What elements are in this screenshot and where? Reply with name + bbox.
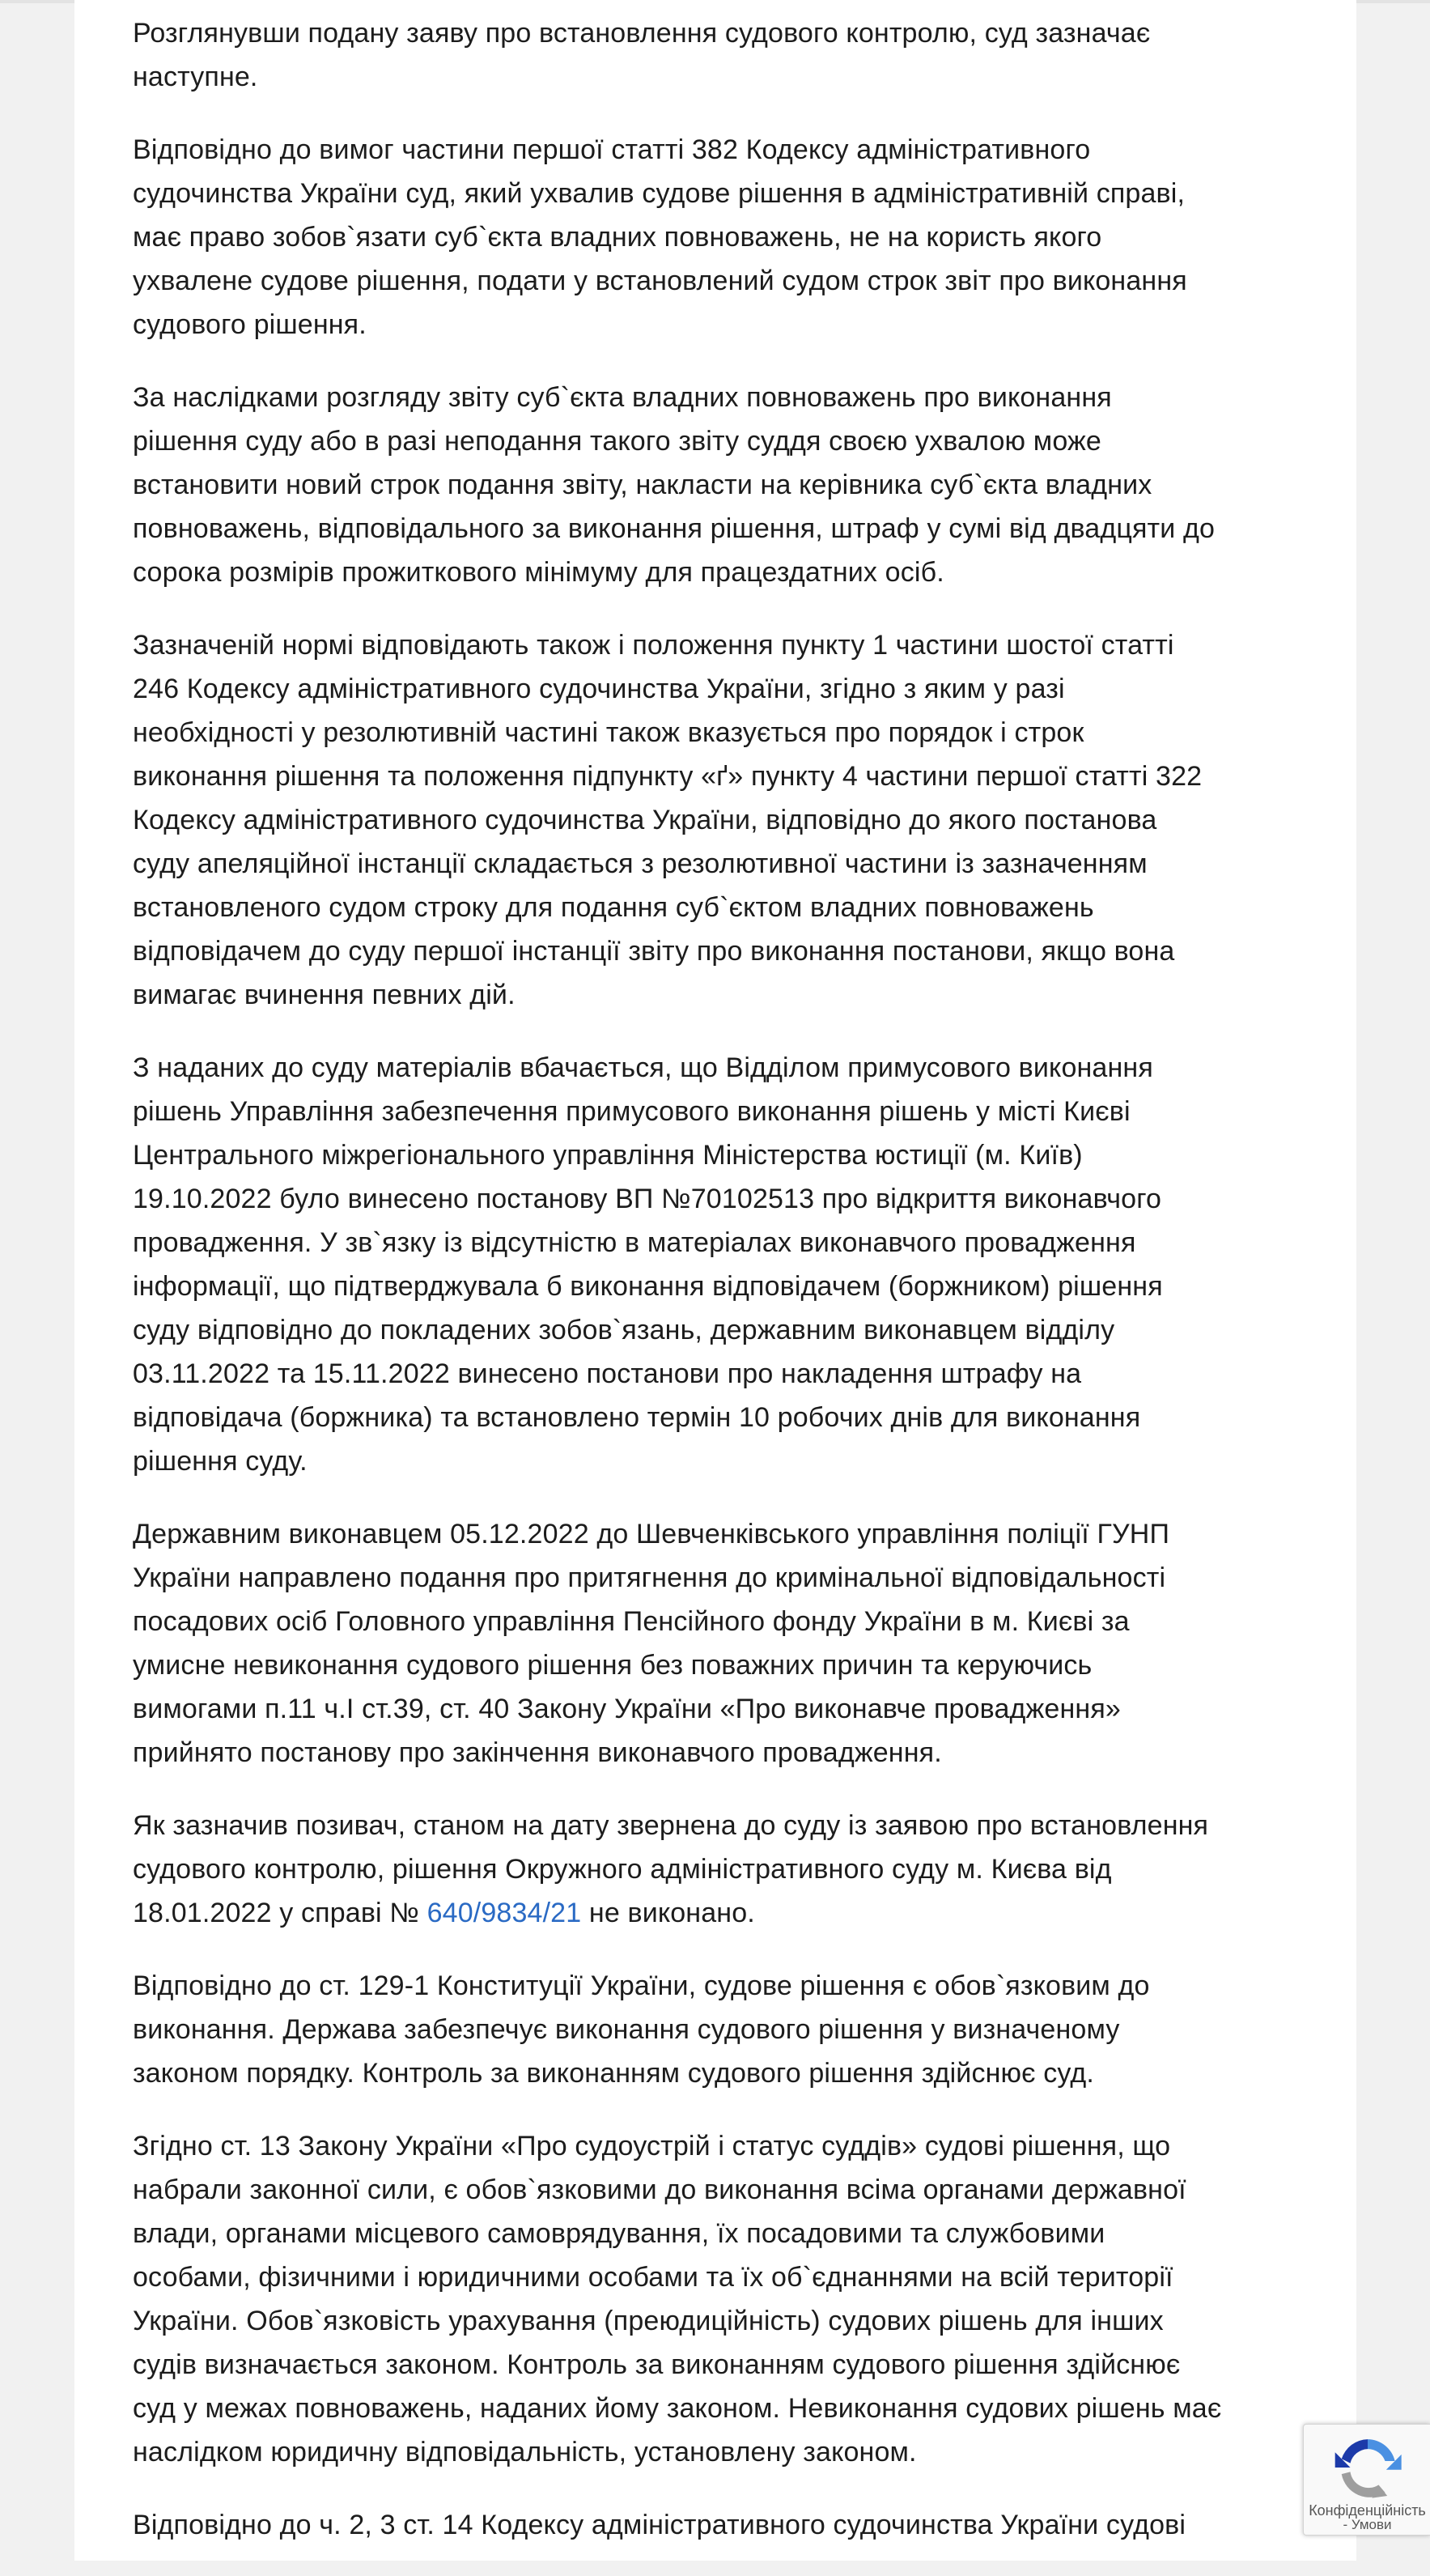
case-reference-suffix: не виконано.: [581, 1898, 755, 1928]
paragraph-2: [133, 128, 1395, 346]
text-line: За наслідками розгляду звіту суб`єкта владних повноважень про виконання: [133, 382, 1112, 413]
text-line: суду відповідно до покладених зобов`язань, державним виконавцем відділу: [133, 1315, 1115, 1345]
text-line: суд у межах повноважень, наданих йому законом. Невиконання судових рішень має: [133, 2393, 1222, 2424]
text-line: прийнято постанову про закінчення виконавчого провадження.: [133, 1737, 942, 1768]
text-line: законом порядку. Контроль за виконанням судового рішення здійснює суд.: [133, 2058, 1095, 2089]
text-line-with-link: [133, 1891, 1395, 1935]
text-line: сорока розмірів прожиткового мінімуму для працездатних осіб.: [133, 557, 944, 588]
document-page: [74, 0, 1356, 2561]
text-line: особами, фізичними і юридичними особами та їх об`єднаннями на всій території: [133, 2262, 1173, 2293]
text-line: необхідності у резолютивній частині також вказується про порядок і строк: [133, 717, 1084, 748]
text-line: судового контролю, рішення Окружного адміністративного суду м. Києва від: [133, 1854, 1112, 1885]
text-line: Центрального міжрегіонального управління Міністерства юстиції (м. Київ): [133, 1140, 1083, 1171]
text-line: провадження. У зв`язку із відсутністю в матеріалах виконавчого провадження: [133, 1227, 1136, 1258]
text-line: відповідачем до суду першої інстанції звіту про виконання постанови, якщо вона: [133, 936, 1175, 967]
text-line: Згідно ст. 13 Закону України «Про судоустрій і статус суддів» судові рішення, що: [133, 2131, 1171, 2162]
text-line: України. Обов`язковість урахування (преюдиційність) судових рішень для інших: [133, 2306, 1164, 2336]
text-line: вимагає вчинення певних дій.: [133, 980, 516, 1010]
case-reference-prefix: 18.01.2022 у справі №: [133, 1898, 427, 1928]
paragraph-4: [133, 623, 1395, 1017]
paragraph-8: [133, 1964, 1395, 2095]
text-line: З наданих до суду матеріалів вбачається, що Відділом примусового виконання: [133, 1052, 1153, 1083]
text-line: 03.11.2022 та 15.11.2022 винесено постанови про накладення штрафу на: [133, 1358, 1082, 1389]
recaptcha-badge[interactable]: [1303, 2424, 1430, 2536]
paragraph-3: [133, 376, 1395, 594]
text-line: Розглянувши подану заяву про встановлення судового контролю, суд зазначає: [133, 18, 1151, 49]
text-line: судочинства України суд, який ухвалив судове рішення в адміністративній справі,: [133, 178, 1186, 209]
case-number-link[interactable]: 640/9834/21: [426, 1898, 582, 1928]
text-line: рішення суду або в разі неподання такого звіту суддя своєю ухвалою може: [133, 426, 1101, 457]
paragraph-1: [133, 11, 1395, 99]
text-line: вимогами п.11 ч.І ст.39, ст. 40 Закону України «Про виконавче провадження»: [133, 1694, 1121, 1724]
text-line: 19.10.2022 було винесено постанову ВП №70102513 про відкриття виконавчого: [133, 1184, 1162, 1214]
paragraph-6: [133, 1512, 1395, 1775]
paragraph-7: [133, 1804, 1395, 1935]
document-body: [133, 11, 1395, 2576]
text-line: судів визначається законом. Контроль за виконанням судового рішення здійснює: [133, 2349, 1181, 2380]
text-line: виконання рішення та положення підпункту «ґ» пункту 4 частини першої статті 322: [133, 761, 1203, 792]
text-line: наслідком юридичну відповідальність, установлену законом.: [133, 2437, 917, 2468]
text-line: України направлено подання про притягнення до кримінальної відповідальності: [133, 1562, 1166, 1593]
text-line: умисне невиконання судового рішення без поважних причин та керуючись: [133, 1650, 1093, 1681]
text-line: судового рішення.: [133, 309, 367, 340]
text-line: Зазначеній нормі відповідають також і положення пункту 1 частини шостої статті: [133, 630, 1174, 661]
text-line: влади, органами місцевого самоврядування, їх посадовими та службовими: [133, 2218, 1105, 2249]
text-line: Як зазначив позивач, станом на дату звернена до суду із заявою про встановлення: [133, 1810, 1209, 1841]
paragraph-9: [133, 2124, 1395, 2474]
text-line: рішень Управління забезпечення примусового виконання рішень у місті Києві: [133, 1096, 1131, 1127]
text-line: Відповідно до вимог частини першої статті 382 Кодексу адміністративного: [133, 134, 1091, 165]
text-line: суду апеляційної інстанції складається з резолютивної частини із зазначенням: [133, 848, 1148, 879]
text-line: Відповідно до ч. 2, 3 ст. 14 Кодексу адміністративного судочинства України судові: [133, 2510, 1186, 2540]
text-line: має право зобов`язати суб`єкта владних повноважень, не на користь якого: [133, 222, 1102, 253]
recaptcha-icon: [1333, 2433, 1402, 2502]
recaptcha-privacy-link[interactable]: Конфіденційність: [1309, 2502, 1426, 2519]
text-line: ухвалене судове рішення, подати у встановлений судом строк звіт про виконання: [133, 266, 1187, 296]
text-line: наступне.: [133, 62, 258, 92]
text-line: Відповідно до ст. 129-1 Конституції України, судове рішення є обов`язковим до: [133, 1970, 1150, 2001]
text-line: 246 Кодексу адміністративного судочинства України, згідно з яким у разі: [133, 674, 1065, 704]
paragraph-5: [133, 1046, 1395, 1483]
paragraph-10: [133, 2503, 1395, 2547]
recaptcha-terms-link[interactable]: - Умови: [1343, 2517, 1392, 2532]
text-line: посадових осіб Головного управління Пенсійного фонду України в м. Києві за: [133, 1606, 1130, 1637]
text-line: Кодексу адміністративного судочинства України, відповідно до якого постанова: [133, 805, 1157, 835]
text-line: повноважень, відповідального за виконання рішення, штраф у сумі від двадцяти до: [133, 513, 1216, 544]
text-line: набрали законної сили, є обов`язковими до виконання всіма органами державної: [133, 2174, 1186, 2205]
text-line: Державним виконавцем 05.12.2022 до Шевченківського управління поліції ГУНП: [133, 1519, 1170, 1549]
text-line: відповідача (боржника) та встановлено термін 10 робочих днів для виконання: [133, 1402, 1141, 1433]
text-line: встановленого судом строку для подання суб`єктом владних повноважень: [133, 892, 1094, 923]
text-line: інформації, що підтверджувала б виконання відповідачем (боржником) рішення: [133, 1271, 1163, 1302]
text-line: виконання. Держава забезпечує виконання судового рішення у визначеному: [133, 2014, 1120, 2045]
text-line: рішення суду.: [133, 1446, 308, 1477]
text-line: встановити новий строк подання звіту, накласти на керівника суб`єкта владних: [133, 470, 1152, 500]
